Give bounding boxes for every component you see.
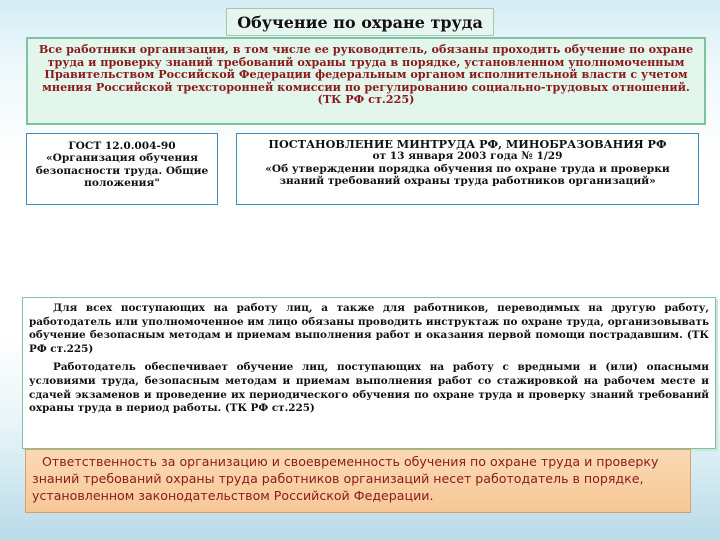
gost-box bbox=[26, 133, 218, 205]
gost-number: ГОСТ 12.0.004-90 bbox=[68, 140, 176, 152]
postanovlenie-box bbox=[236, 133, 699, 205]
rule-paragraph-hazardous-work: Работодатель обеспечивает обучение лиц, поступающих на работу с вредными и (или) опасными условиями труда, безопасным методам и приемам выполнения работ со стажировкой на рабочем месте и сдачей экзаменов и проведение их периодического обучения по охране труда и проверку знаний требований охраны труда в период работы. (ТК РФ ст.225) bbox=[29, 361, 709, 415]
training-rules-box bbox=[22, 297, 716, 449]
postanovlenie-heading: ПОСТАНОВЛЕНИЕ МИНТРУДА РФ, МИНОБРАЗОВАНИЯ РФ bbox=[268, 137, 667, 151]
intro-text: Все работники организации, в том числе ее руководитель, обязаны проходить обучение по охране труда и проверку знаний требований охраны труда в порядке, установленном уполномоченным Правительством Российской Федерации федеральным органом исполнительной власти с учетом мнения Российской трехсторонней комиссии по регулированию социально-трудовых отношений. bbox=[38, 42, 694, 94]
page-title-text: Обучение по охране труда bbox=[237, 12, 483, 32]
postanovlenie-name: «Об утверждении порядка обучения по охране труда и проверки знаний требований охраны труда работников организаций» bbox=[265, 162, 670, 188]
gost-name: «Организация обучения безопасности труда. Общие положения" bbox=[35, 152, 209, 190]
rule-paragraph-briefing: Для всех поступающих на работу лиц, а также для работников, переводимых на другую работу, работодатель или уполномоченное им лицо обязаны проводить инструктаж по охране труда, организовывать обучение безопасным методам и приемам выполнения работ и оказания первой помощи пострадавшим. (ТК РФ ст.225) bbox=[29, 302, 709, 355]
intro-box bbox=[26, 37, 706, 125]
responsibility-box bbox=[25, 449, 691, 513]
intro-reference: (ТК РФ ст.225) bbox=[317, 92, 415, 107]
postanovlenie-date: от 13 января 2003 года № 1/29 bbox=[372, 150, 563, 163]
page-title bbox=[226, 8, 494, 36]
responsibility-text: Ответственность за организацию и своевременность обучения по охране труда и проверку знаний требований охраны труда работников организаций несет работодатель в порядке, установленном законодательством Российской Федерации. bbox=[32, 454, 659, 503]
